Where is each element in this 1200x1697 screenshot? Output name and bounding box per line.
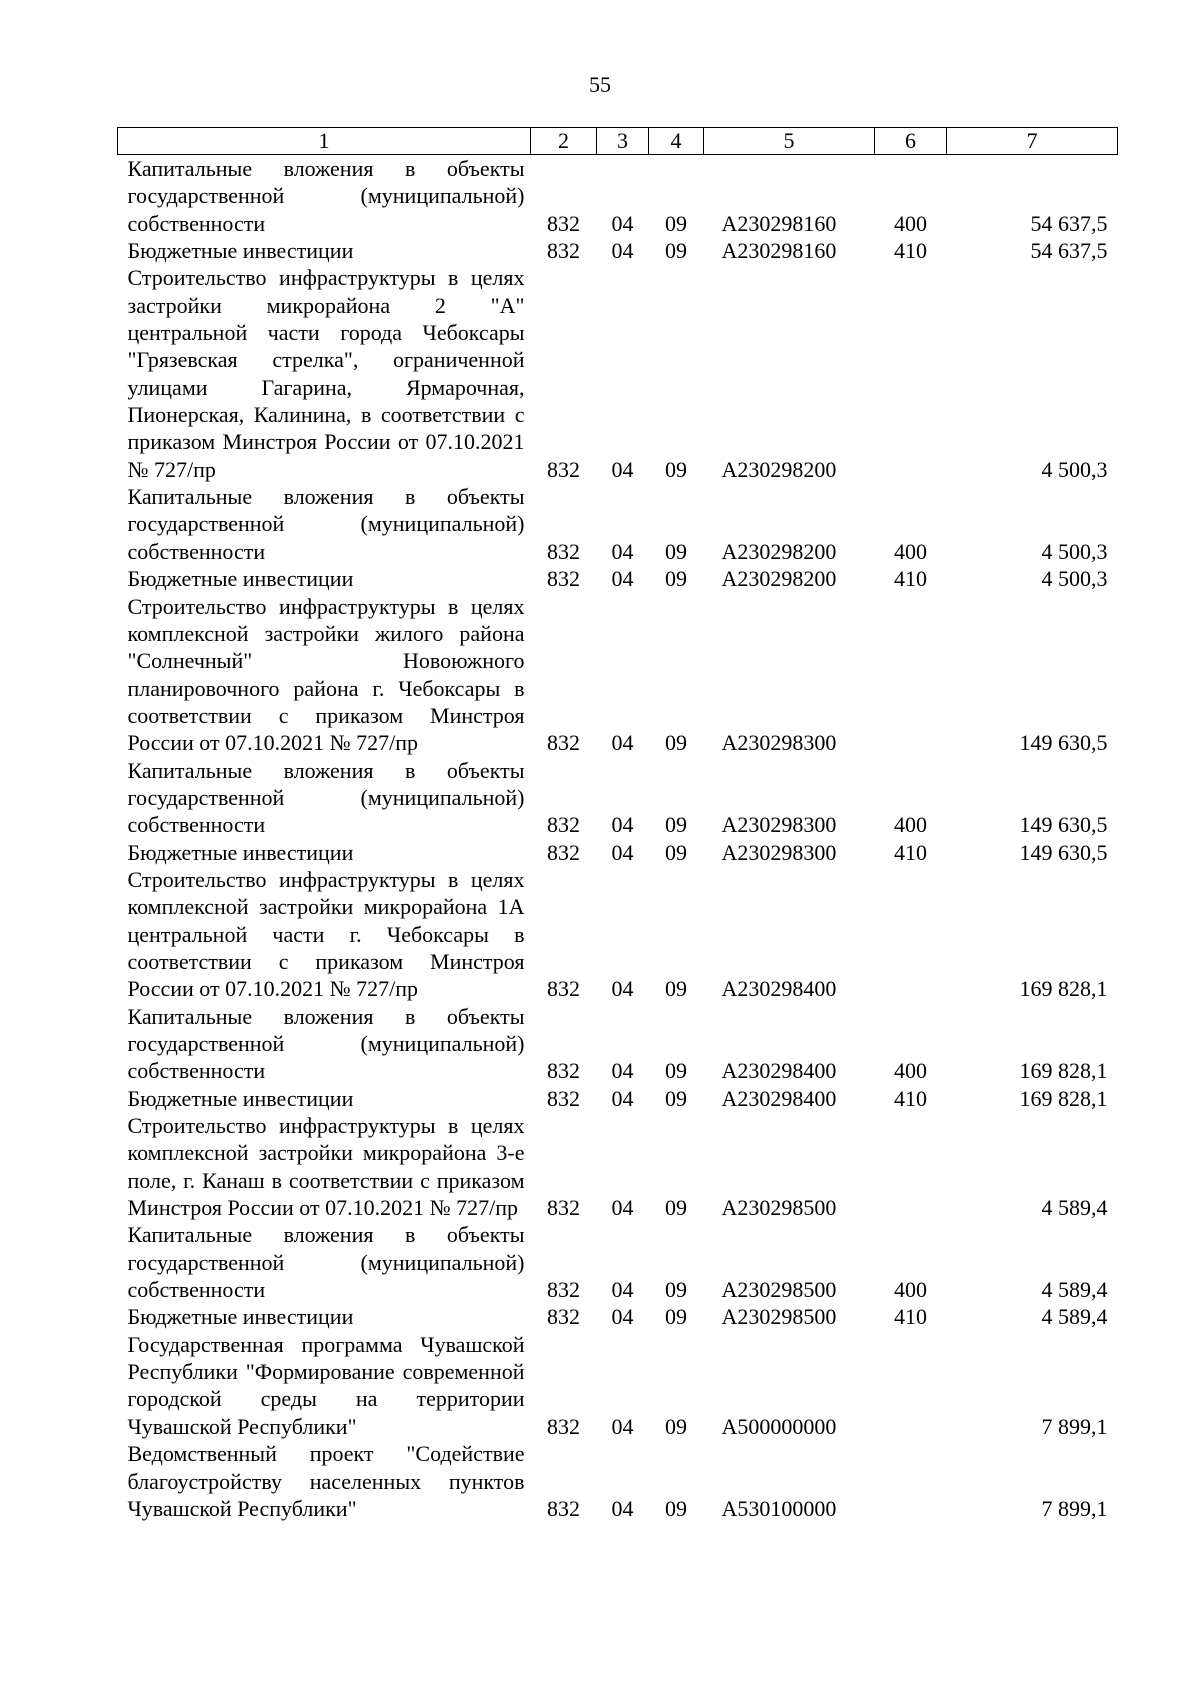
row-description: Строительство инфраструктуры в целях комплексной застройки микрорайона 1А центральной части г. Чебоксары в соответствии с приказом Минстроя России от 07.10.2021 № 727/пр (127, 866, 525, 1002)
row-subsection-code: 09 (665, 1085, 687, 1111)
table-row (118, 1331, 1118, 1440)
row-subsection-code: 09 (665, 1304, 687, 1330)
row-amount: 7 899,1 (1041, 1413, 1108, 1439)
row-expense-type (875, 593, 947, 757)
row-subsection-code: 09 (665, 730, 687, 756)
table-row (118, 264, 1118, 483)
row-expense-type (875, 1440, 947, 1522)
row-section-code: 04 (611, 238, 634, 264)
row-expense-type (875, 1112, 947, 1221)
row-amount: 54 637,5 (1030, 238, 1108, 264)
column-header-2: 2 (531, 128, 597, 155)
row-ministry-code: 832 (547, 456, 580, 482)
row-subsection-code: 09 (665, 839, 687, 865)
row-section-code: 04 (611, 538, 634, 564)
row-subsection-code: 09 (665, 538, 687, 564)
row-amount: 4 589,4 (1041, 1304, 1108, 1330)
row-target-article: A230298300 (721, 839, 837, 865)
row-description: Ведомственный проект "Содействие благоустройству населенных пунктов Чувашской Республики" (127, 1441, 525, 1521)
row-section-code: 04 (611, 1277, 634, 1303)
row-target-article: A500000000 (721, 1413, 837, 1439)
row-amount: 149 630,5 (1019, 730, 1108, 756)
row-subsection-code: 09 (665, 456, 687, 482)
row-section-code: 04 (611, 566, 634, 592)
row-expense-type: 400 (894, 538, 927, 564)
row-section-code: 04 (611, 1495, 634, 1521)
row-target-article: A230298400 (721, 1058, 837, 1084)
table-row (118, 866, 1118, 1003)
row-ministry-code: 832 (547, 238, 580, 264)
row-description: Строительство инфраструктуры в целях комплексной застройки микрорайона 3-е поле, г. Канаш в соответствии с приказом Минстроя России от 07.10.2021 № 727/пр (127, 1113, 525, 1221)
row-target-article: A230298200 (721, 456, 837, 482)
row-description: Бюджетные инвестиции (127, 566, 354, 592)
row-amount: 4 500,3 (1041, 566, 1108, 592)
row-subsection-code: 09 (665, 1413, 687, 1439)
column-header-4: 4 (649, 128, 704, 155)
column-header-6: 6 (875, 128, 947, 155)
row-section-code: 04 (611, 1085, 634, 1111)
row-section-code: 04 (611, 456, 634, 482)
table-row (118, 155, 1118, 238)
row-description: Капитальные вложения в объекты государственной (муниципальной) собственности (127, 156, 525, 236)
row-subsection-code: 09 (665, 1277, 687, 1303)
row-section-code: 04 (611, 1304, 634, 1330)
row-description: Капитальные вложения в объекты государственной (муниципальной) собственности (127, 1222, 525, 1303)
row-ministry-code: 832 (547, 566, 580, 592)
row-target-article: A230298400 (721, 1085, 837, 1111)
row-description: Бюджетные инвестиции (127, 839, 354, 865)
row-amount: 149 630,5 (1019, 839, 1108, 865)
row-expense-type: 400 (894, 812, 927, 838)
header-row (118, 128, 1118, 155)
table-row (118, 1085, 1118, 1112)
row-target-article: A230298200 (721, 566, 837, 592)
table-row (118, 1003, 1118, 1085)
row-expense-type: 410 (894, 1085, 927, 1111)
row-target-article: A230298300 (721, 812, 837, 838)
row-description: Капитальные вложения в объекты государственной (муниципальной) собственности (127, 757, 525, 838)
row-amount: 4 500,3 (1041, 456, 1108, 482)
row-section-code: 04 (611, 1413, 634, 1439)
row-ministry-code: 832 (547, 1195, 580, 1221)
row-subsection-code: 09 (665, 1195, 687, 1221)
row-subsection-code: 09 (665, 238, 687, 264)
row-description: Строительство инфраструктуры в целях застройки микрорайона 2 "А" центральной части города Чебоксары "Грязевская стрелка", ограниченной улицами Гагарина, Ярмарочная, Пионерская, Калинина, в соответствии с приказом Минстроя России от 07.10.2021 № 727/пр (127, 265, 525, 482)
row-section-code: 04 (611, 1058, 634, 1084)
row-amount: 4 589,4 (1041, 1195, 1108, 1221)
row-description: Бюджетные инвестиции (127, 1085, 354, 1111)
row-amount: 169 828,1 (1019, 1085, 1108, 1111)
table-body (118, 155, 1118, 1523)
row-ministry-code: 832 (547, 1277, 580, 1303)
row-ministry-code: 832 (547, 1085, 580, 1111)
table-row (118, 839, 1118, 866)
row-target-article: A230298160 (721, 210, 837, 236)
row-description: Государственная программа Чувашской Республики "Формирование современной городской среды на территории Чувашской Республики" (127, 1331, 525, 1439)
row-subsection-code: 09 (665, 812, 687, 838)
row-section-code: 04 (611, 839, 634, 865)
row-ministry-code: 832 (547, 730, 580, 756)
row-description: Строительство инфраструктуры в целях комплексной застройки жилого района "Солнечный" Новоюжного планировочного района г. Чебоксары в соответствии с приказом Минстроя России от 07.10.2021 № 727/пр (127, 593, 525, 756)
row-ministry-code: 832 (547, 976, 580, 1002)
row-target-article: A230298300 (721, 730, 837, 756)
row-expense-type: 400 (894, 1277, 927, 1303)
row-target-article: A230298160 (721, 238, 837, 264)
row-target-article: A230298200 (721, 538, 837, 564)
row-ministry-code: 832 (547, 812, 580, 838)
row-section-code: 04 (611, 812, 634, 838)
table-row (118, 1440, 1118, 1522)
table-row (118, 237, 1118, 264)
row-ministry-code: 832 (547, 1495, 580, 1521)
row-description: Бюджетные инвестиции (127, 1304, 354, 1330)
row-amount: 169 828,1 (1019, 1058, 1108, 1084)
table-row (118, 1303, 1118, 1330)
row-ministry-code: 832 (547, 538, 580, 564)
row-expense-type: 410 (894, 566, 927, 592)
row-target-article: A230298400 (721, 976, 837, 1002)
row-ministry-code: 832 (547, 1058, 580, 1084)
row-description: Бюджетные инвестиции (127, 238, 354, 264)
row-section-code: 04 (611, 1195, 634, 1221)
table-row (118, 483, 1118, 565)
table-header (118, 128, 1118, 155)
row-subsection-code: 09 (665, 976, 687, 1002)
column-header-5: 5 (704, 128, 875, 155)
row-ministry-code: 832 (547, 839, 580, 865)
table-row (118, 593, 1118, 757)
row-amount: 169 828,1 (1019, 976, 1108, 1002)
page-number: 55 (589, 72, 611, 97)
row-amount: 4 500,3 (1041, 538, 1108, 564)
table-row (118, 1112, 1118, 1221)
row-target-article: A530100000 (721, 1495, 837, 1521)
row-description: Капитальные вложения в объекты государственной (муниципальной) собственности (127, 1003, 525, 1084)
row-subsection-code: 09 (665, 1495, 687, 1521)
row-section-code: 04 (611, 730, 634, 756)
row-expense-type: 400 (894, 1058, 927, 1084)
row-expense-type: 410 (894, 839, 927, 865)
row-expense-type: 410 (894, 1304, 927, 1330)
table-row (118, 565, 1118, 592)
row-expense-type (875, 264, 947, 483)
column-header-1: 1 (118, 128, 531, 155)
row-amount: 7 899,1 (1041, 1495, 1108, 1521)
budget-table (117, 127, 1118, 1522)
row-target-article: A230298500 (721, 1195, 837, 1221)
row-section-code: 04 (611, 976, 634, 1002)
column-header-3: 3 (597, 128, 649, 155)
row-expense-type: 410 (894, 238, 927, 264)
row-amount: 54 637,5 (1030, 210, 1108, 236)
row-ministry-code: 832 (547, 1413, 580, 1439)
row-expense-type (875, 1331, 947, 1440)
row-subsection-code: 09 (665, 210, 687, 236)
row-ministry-code: 832 (547, 210, 580, 236)
row-subsection-code: 09 (665, 566, 687, 592)
row-target-article: A230298500 (721, 1277, 837, 1303)
row-expense-type: 400 (894, 210, 927, 236)
row-subsection-code: 09 (665, 1058, 687, 1084)
row-amount: 4 589,4 (1041, 1277, 1108, 1303)
row-expense-type (875, 866, 947, 1003)
table-row (118, 1221, 1118, 1303)
column-header-7: 7 (947, 128, 1118, 155)
row-description: Капитальные вложения в объекты государственной (муниципальной) собственности (127, 484, 525, 564)
table-row (118, 757, 1118, 839)
row-ministry-code: 832 (547, 1304, 580, 1330)
row-section-code: 04 (611, 210, 634, 236)
row-target-article: A230298500 (721, 1304, 837, 1330)
row-amount: 149 630,5 (1019, 812, 1108, 838)
